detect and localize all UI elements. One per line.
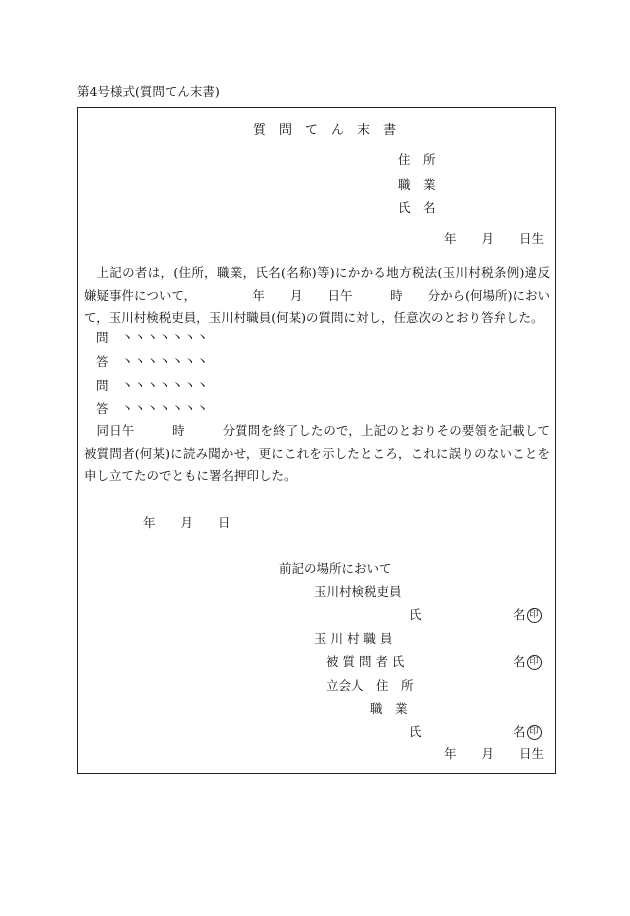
qa-marks: 丶丶丶丶丶丶丶: [121, 378, 209, 393]
closing-paragraph: 同日午 時 分質問を終了したので，上記のとおりその要領を記載して被質問者(何某)に読み聞かせ，更にこれを示したところ，これに誤りのないことを申し立てたのでともに署名押印した。: [84, 423, 550, 483]
questioned-person-signature: [513, 655, 542, 670]
tax-officer-shi: 氏: [409, 607, 422, 622]
place-note: 前記の場所において: [279, 561, 392, 576]
qa-label: 答: [96, 401, 109, 416]
witness-address-label: 立会人 住 所: [326, 678, 414, 693]
form-label: 第4号様式(質問てん末書): [77, 84, 220, 99]
intro-paragraph: 上記の者は，(住所，職業，氏名(名称)等)にかかる地方税法(玉川村税条例)違反嫌疑事件について， 年 月 日午 時 分から(何場所)において，玉川村検税吏員，玉川村職員(何某)の質問に対し，任意次のとおり答弁した。: [84, 265, 550, 325]
qa-label: 答: [96, 354, 109, 369]
address-label: 住 所: [398, 152, 436, 167]
document-title: 質 問 て ん 末 書: [253, 123, 397, 138]
witness-signature: [513, 725, 542, 740]
seal-icon: 印: [527, 608, 542, 623]
mei-label: 名: [513, 654, 526, 669]
mei-label: 名: [513, 724, 526, 739]
qa-answer-2: [96, 403, 209, 416]
witness-shi: 氏: [409, 724, 422, 739]
seal-icon: 印: [527, 725, 542, 740]
name-label: 氏 名: [398, 200, 436, 215]
qa-marks: 丶丶丶丶丶丶丶: [121, 354, 209, 369]
qa-marks: 丶丶丶丶丶丶丶: [121, 330, 209, 345]
qa-marks: 丶丶丶丶丶丶丶: [121, 401, 209, 416]
occupation-label: 職 業: [398, 177, 436, 192]
qa-question-1: [96, 332, 209, 345]
witness-occupation-label: 職 業: [370, 701, 408, 716]
birth-date-line: 年 月 日生: [444, 231, 545, 246]
tax-officer-label: 玉川村検税吏員: [314, 584, 402, 599]
mei-label: 名: [513, 607, 526, 622]
qa-label: 問: [96, 330, 109, 345]
village-staff-label: 玉 川 村 職 員: [314, 631, 393, 646]
witness-birth-line: 年 月 日生: [444, 746, 545, 761]
qa-question-2: [96, 380, 209, 393]
qa-answer-1: [96, 356, 209, 369]
qa-label: 問: [96, 378, 109, 393]
signing-date-line: 年 月 日: [143, 515, 231, 530]
questioned-person-label: 被 質 問 者 氏: [326, 654, 405, 669]
tax-officer-signature: [513, 608, 542, 623]
seal-icon: 印: [527, 655, 542, 670]
